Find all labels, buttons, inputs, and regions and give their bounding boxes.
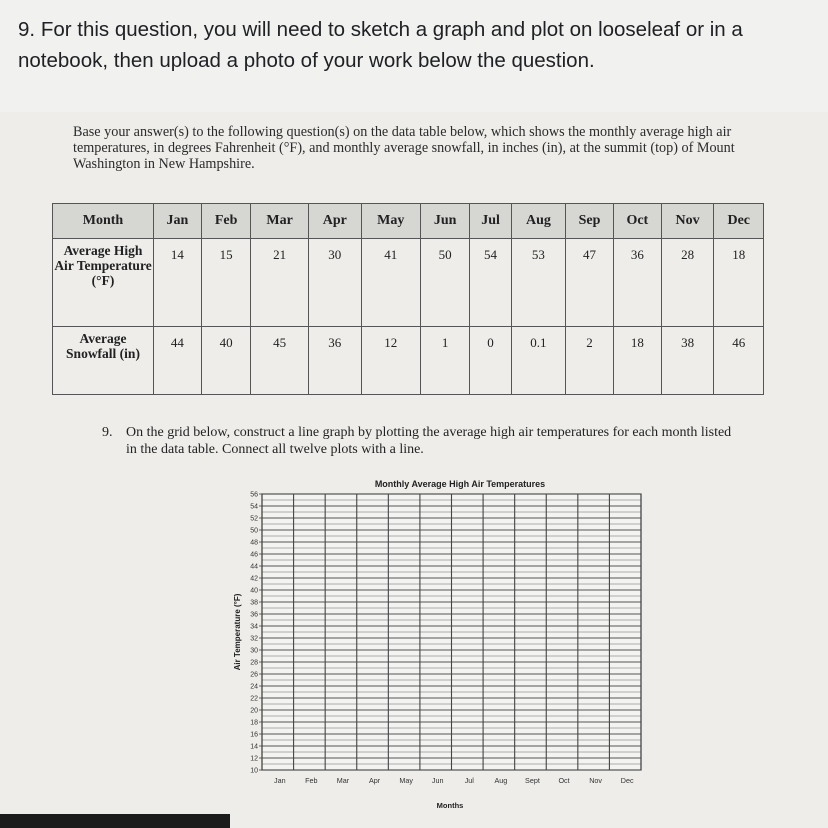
y-tick-label: 56 [250, 491, 258, 499]
chart-x-axis-label: Months [436, 801, 464, 810]
y-tick-label: 18 [250, 719, 258, 727]
table-cell: 40 [201, 327, 250, 395]
table-cell: 2 [566, 327, 614, 395]
month-header: Jan [154, 204, 202, 239]
x-tick-label: Nov [589, 776, 603, 785]
table-cell: 1 [420, 327, 470, 395]
table-cell: 14 [154, 239, 202, 327]
table-cell: 18 [714, 239, 764, 327]
table-cell: 0 [470, 327, 511, 395]
y-tick-label: 34 [250, 623, 258, 631]
header-month-label: Month [53, 204, 154, 239]
table-cell: 45 [251, 327, 309, 395]
table-cell: 50 [420, 239, 470, 327]
y-tick-label: 26 [250, 671, 258, 679]
x-tick-label: Mar [336, 776, 350, 785]
month-header: Feb [201, 204, 250, 239]
y-tick-label: 54 [250, 503, 258, 511]
sub-question-number: 9. [102, 425, 113, 440]
x-tick-label: Oct [558, 776, 570, 785]
x-tick-label: Feb [305, 776, 318, 785]
month-header: Jul [470, 204, 511, 239]
x-tick-label: Sept [525, 776, 540, 785]
x-tick-label: Jun [431, 776, 444, 785]
table-cell: 44 [154, 327, 202, 395]
y-tick-label: 10 [250, 767, 258, 775]
y-tick-label: 28 [250, 659, 258, 667]
y-tick-label: 40 [250, 587, 258, 595]
y-tick-label: 16 [250, 731, 258, 739]
table-cell: 36 [613, 239, 661, 327]
table-cell: 41 [361, 239, 420, 327]
x-tick-label: Dec [620, 776, 634, 785]
chart-y-axis-label: Air Temperature (°F) [233, 593, 242, 671]
y-tick-label: 24 [250, 683, 258, 691]
x-tick-label: Aug [494, 776, 508, 785]
table-cell: 54 [470, 239, 511, 327]
row-label-temperature: Average High Air Temperature (°F) [53, 239, 154, 327]
y-tick-label: 32 [250, 635, 258, 643]
y-tick-label: 30 [250, 647, 258, 655]
table-cell: 46 [714, 327, 764, 395]
month-header: Sep [566, 204, 614, 239]
table-cell: 47 [566, 239, 614, 327]
month-header: Mar [251, 204, 309, 239]
month-header: Apr [308, 204, 361, 239]
table-cell: 36 [308, 327, 361, 395]
x-tick-label: May [399, 776, 413, 785]
month-header: Nov [661, 204, 714, 239]
chart-title: Monthly Average High Air Temperatures [374, 479, 546, 489]
y-tick-label: 48 [250, 539, 258, 547]
y-tick-label: 44 [250, 563, 258, 571]
x-tick-label: Jul [464, 776, 474, 785]
y-tick-label: 12 [250, 755, 258, 763]
question-number: 9. [18, 18, 36, 41]
y-tick-label: 50 [250, 527, 258, 535]
question-prompt: For this question, you will need to sketch a graph and plot on looseleaf or in a notebook, then upload a photo of your work below the question. [18, 18, 743, 72]
month-header: Jun [420, 204, 470, 239]
intro-text: Base your answer(s) to the following question(s) on the data table below, which shows the monthly average high air temperatures, in degrees Fahrenheit (°F), and monthly average snowfall, in inches (in), at the summit (top) of Mount Washington in New Hampshire. [73, 124, 735, 172]
table-cell: 12 [361, 327, 420, 395]
y-tick-label: 38 [250, 599, 258, 607]
y-tick-label: 42 [250, 575, 258, 583]
month-header: Aug [511, 204, 565, 239]
table-cell: 18 [613, 327, 661, 395]
table-cell: 53 [511, 239, 565, 327]
bottom-bar [0, 814, 230, 828]
y-tick-label: 20 [250, 707, 258, 715]
month-header: Dec [714, 204, 764, 239]
y-tick-label: 52 [250, 515, 258, 523]
table-cell: 30 [308, 239, 361, 327]
y-tick-label: 14 [250, 743, 258, 751]
table-cell: 28 [661, 239, 714, 327]
table-cell: 15 [201, 239, 250, 327]
month-header: Oct [613, 204, 661, 239]
table-cell: 38 [661, 327, 714, 395]
row-label-snowfall: Average Snowfall (in) [53, 327, 154, 395]
chart-y-ticks [250, 492, 262, 775]
chart-x-ticks [274, 776, 634, 785]
x-tick-label: Jan [273, 776, 286, 785]
table-cell: 21 [251, 239, 309, 327]
y-tick-label: 22 [250, 695, 258, 703]
table-cell: 0.1 [511, 327, 565, 395]
y-tick-label: 36 [250, 611, 258, 619]
x-tick-label: Apr [368, 776, 381, 785]
month-header: May [361, 204, 420, 239]
sub-question-text: On the grid below, construct a line graph by plotting the average high air temperatures for each month listed in the data table. Connect all twelve plots with a line. [126, 425, 732, 457]
chart-grid [262, 494, 641, 770]
y-tick-label: 46 [250, 551, 258, 559]
